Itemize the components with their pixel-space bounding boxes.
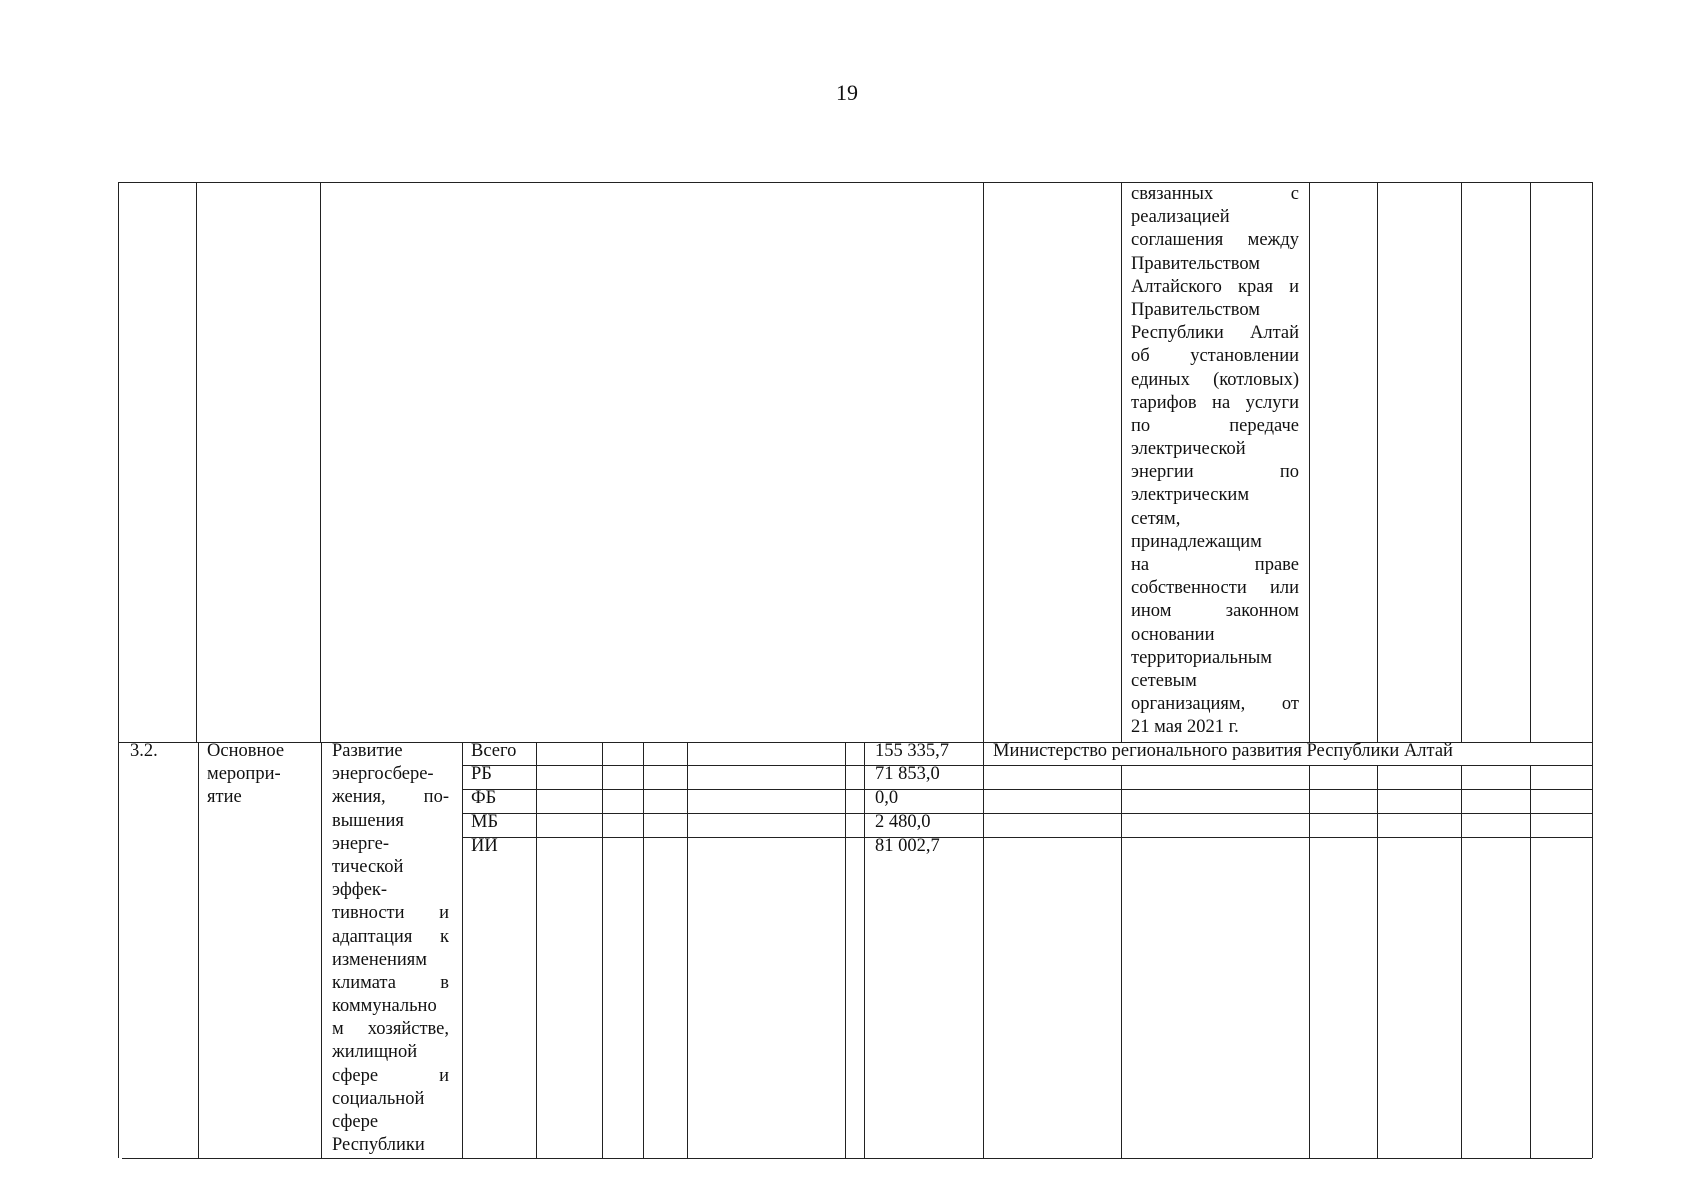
continuation-line: основании bbox=[1131, 624, 1215, 645]
funding-amount: 0,0 bbox=[875, 788, 899, 808]
table-vertical-rule bbox=[687, 742, 688, 1158]
funding-source: МБ bbox=[471, 812, 499, 832]
table-vertical-rule bbox=[1121, 765, 1122, 1158]
table-vertical-rule bbox=[1377, 182, 1378, 742]
funding-amount: 2 480,0 bbox=[875, 812, 931, 832]
table-vertical-rule bbox=[1592, 742, 1593, 1158]
table-vertical-rule bbox=[196, 182, 197, 742]
continuation-line: ином законном bbox=[1131, 601, 1299, 622]
continuation-line: сетевым bbox=[1131, 670, 1197, 691]
continuation-line: собственности или bbox=[1131, 578, 1299, 599]
table-vertical-rule bbox=[1530, 765, 1531, 1158]
table-vertical-rule bbox=[118, 742, 119, 1158]
event-name-line: изменениям bbox=[332, 949, 427, 970]
event-name-line: тической bbox=[332, 856, 404, 877]
event-name-line: адаптация к bbox=[332, 926, 449, 947]
continuation-line: по передаче bbox=[1131, 415, 1299, 436]
funding-row-rule bbox=[462, 765, 1592, 766]
continuation-line: территориальным bbox=[1131, 647, 1273, 668]
continuation-line: Правительством bbox=[1131, 299, 1260, 320]
event-type-line: ятие bbox=[207, 787, 242, 808]
continuation-line: 21 мая 2021 г. bbox=[1131, 717, 1239, 738]
table-vertical-rule bbox=[1377, 765, 1378, 1158]
executor: Министерство регионального развития Республики Алтай bbox=[993, 741, 1453, 761]
event-name-line: Республики bbox=[332, 1135, 425, 1156]
continuation-line: об установлении bbox=[1131, 346, 1299, 367]
table-vertical-rule bbox=[1530, 182, 1531, 742]
continuation-line: соглашения между bbox=[1131, 230, 1299, 251]
table-vertical-rule bbox=[462, 742, 463, 1158]
continuation-line: Правительством bbox=[1131, 253, 1260, 274]
table-vertical-rule bbox=[643, 742, 644, 1158]
continuation-line: сетям, bbox=[1131, 508, 1181, 529]
row-number: 3.2. bbox=[130, 741, 158, 761]
continuation-line: электрическим bbox=[1131, 485, 1250, 506]
event-name bbox=[332, 740, 449, 1157]
table-vertical-rule bbox=[536, 742, 537, 1158]
event-name-line: жилищной bbox=[332, 1042, 418, 1063]
funding-source: РБ bbox=[471, 764, 492, 784]
table-vertical-rule bbox=[1461, 765, 1462, 1158]
event-name-line: сфере и bbox=[332, 1065, 449, 1086]
table-vertical-rule bbox=[983, 182, 984, 742]
table-vertical-rule bbox=[321, 742, 322, 1158]
continuation-line: Алтайского края и bbox=[1131, 276, 1299, 297]
funding-amount: 155 335,7 bbox=[875, 741, 949, 761]
funding-source: ИИ bbox=[471, 836, 498, 856]
event-name-line: сфере bbox=[332, 1112, 379, 1132]
table-vertical-rule bbox=[864, 742, 865, 1158]
table-vertical-rule bbox=[118, 182, 119, 742]
event-name-line: тивности и bbox=[332, 903, 449, 924]
funding-source: Всего bbox=[471, 741, 517, 761]
table-vertical-rule bbox=[1461, 182, 1462, 742]
continuation-line: на праве bbox=[1131, 555, 1299, 575]
continuation-line: электрической bbox=[1131, 439, 1246, 460]
event-name-line: климата в bbox=[332, 972, 449, 993]
table-vertical-rule bbox=[1309, 182, 1310, 742]
table-vertical-rule bbox=[1309, 765, 1310, 1158]
event-name-line: вышения bbox=[332, 810, 404, 831]
continuation-line: принадлежащим bbox=[1131, 531, 1262, 552]
funding-source: ФБ bbox=[471, 788, 497, 808]
continuation-line: Республики Алтай bbox=[1131, 323, 1299, 344]
continuation-line: единых (котловых) bbox=[1131, 369, 1299, 390]
continuation-text bbox=[1131, 183, 1299, 740]
event-name-line: социальной bbox=[332, 1088, 425, 1109]
funding-row-rule bbox=[462, 837, 1592, 838]
table-vertical-rule bbox=[198, 742, 199, 1158]
table-vertical-rule bbox=[1592, 182, 1593, 742]
table-vertical-rule bbox=[1121, 182, 1122, 742]
event-name-line: энерге- bbox=[332, 833, 390, 854]
event-name-line: м хозяйстве, bbox=[332, 1019, 449, 1040]
funding-amount: 81 002,7 bbox=[875, 836, 940, 856]
table-vertical-rule bbox=[602, 742, 603, 1158]
funding-row-rule bbox=[462, 813, 1592, 814]
funding-amount: 71 853,0 bbox=[875, 764, 940, 784]
funding-row-rule bbox=[462, 789, 1592, 790]
event-name-line: коммунально bbox=[332, 996, 437, 1017]
event-type-line: Основное bbox=[207, 741, 285, 761]
table-vertical-rule bbox=[845, 742, 846, 1158]
event-type-line: меропри- bbox=[207, 764, 281, 785]
continuation-line: тарифов на услуги bbox=[1131, 392, 1299, 413]
page-number: 19 bbox=[836, 80, 858, 105]
event-name-line: энергосбере- bbox=[332, 764, 434, 785]
table-top-border bbox=[118, 182, 1592, 183]
continuation-line: энергии по bbox=[1131, 462, 1299, 483]
event-name-line: Развитие bbox=[332, 741, 403, 761]
table-vertical-rule bbox=[320, 182, 321, 742]
continuation-line: связанных с bbox=[1131, 184, 1299, 204]
continuation-line: организациям, от bbox=[1131, 694, 1299, 715]
table-bottom-border bbox=[122, 1158, 1592, 1159]
table-vertical-rule bbox=[983, 742, 984, 1158]
event-name-line: эффек- bbox=[332, 880, 388, 901]
continuation-line: реализацией bbox=[1131, 207, 1230, 228]
event-name-line: жения, по- bbox=[332, 787, 449, 808]
